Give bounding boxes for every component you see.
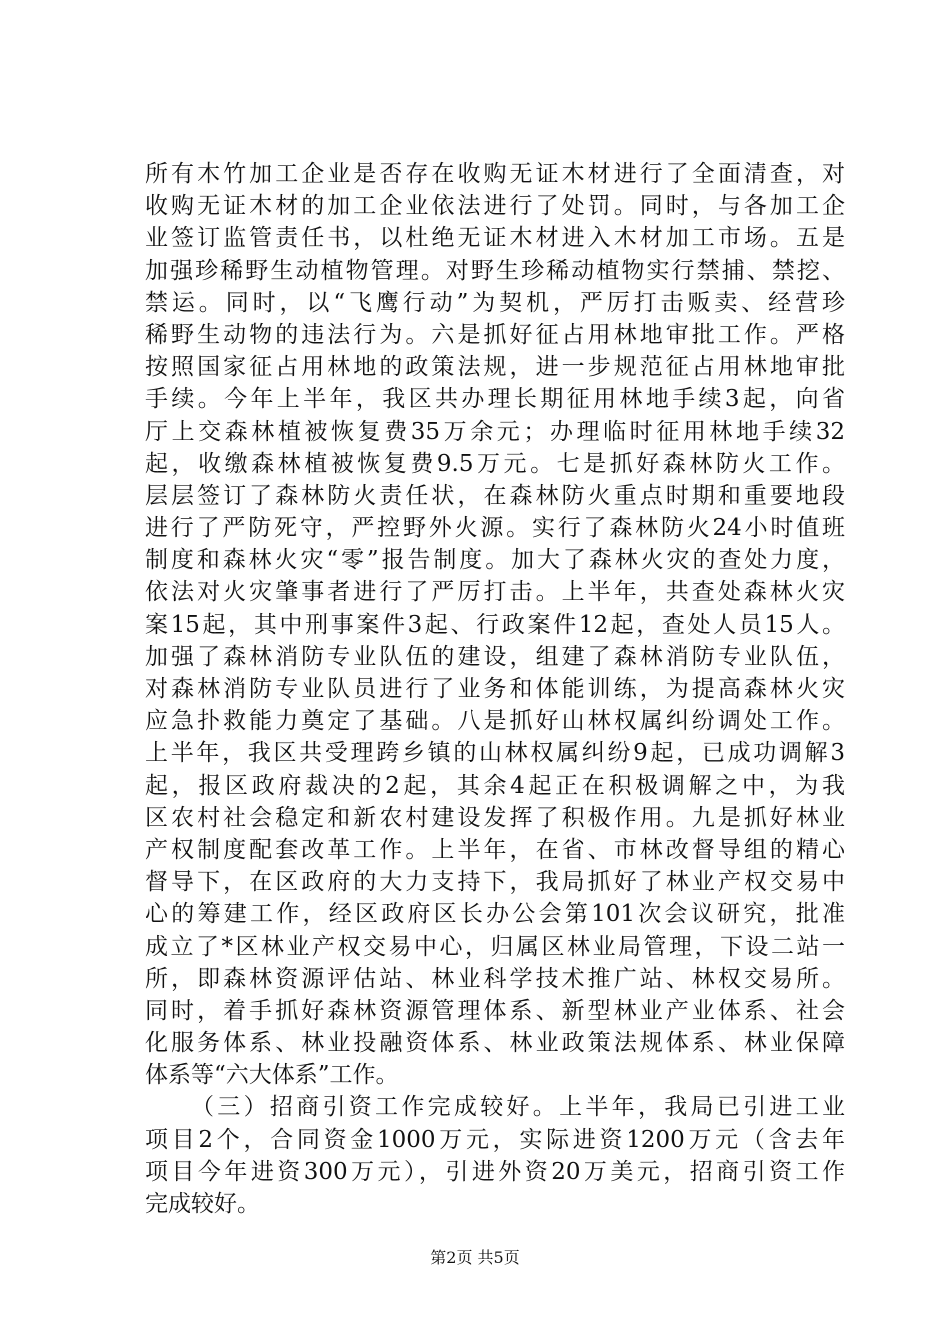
text-line: 收购无证木材的加工企业依法进行了处罚。同时，与各加工企 [145, 193, 845, 220]
text-line: 完成较好。 [145, 1191, 260, 1217]
body-text [145, 158, 845, 1220]
text-line: 加强珍稀野生动植物管理。对野生珍稀动植物实行禁捕、禁挖、 [145, 257, 845, 284]
text-line: 稀野生动物的违法行为。六是抓好征占用林地审批工作。严格 [145, 321, 845, 348]
text-line: 进行了严防死守，严控野外火源。实行了森林防火24小时值班 [145, 515, 845, 542]
text-line: 区农村社会稳定和新农村建设发挥了积极作用。九是抓好林业 [145, 804, 845, 831]
text-line: 应急扑救能力奠定了基础。八是抓好山林权属纠纷调处工作。 [145, 708, 845, 735]
text-line: 产权制度配套改革工作。上半年，在省、市林改督导组的精心 [145, 836, 845, 863]
text-line: 对森林消防专业队员进行了业务和体能训练，为提高森林火灾 [145, 676, 845, 702]
text-line: 起，收缴森林植被恢复费9.5万元。七是抓好森林防火工作。 [145, 450, 845, 477]
text-line: 项目2个，合同资金1000万元，实际进资1200万元（含去年 [145, 1126, 845, 1153]
text-line: 按照国家征占用林地的政策法规，进一步规范征占用林地审批 [145, 354, 845, 381]
text-line: 上半年，我区共受理跨乡镇的山林权属纠纷9起，已成功调解3 [145, 740, 845, 767]
text-line: 手续。今年上半年，我区共办理长期征用林地手续3起，向省 [145, 386, 845, 413]
text-line: 起，报区政府裁决的2起，其余4起正在积极调解之中，为我 [145, 772, 845, 799]
text-line: 制度和森林火灾“零”报告制度。加大了森林火灾的查处力度， [145, 547, 845, 574]
text-line: 所，即森林资源评估站、林业科学技术推广站、林权交易所。 [145, 965, 845, 992]
page-number-footer: 第2页 共5页 [430, 1248, 520, 1267]
text-line: 成立了*区林业产权交易中心，归属区林业局管理，下设二站一 [145, 933, 845, 960]
text-line: 层层签订了森林防火责任状，在森林防火重点时期和重要地段 [145, 482, 845, 509]
text-line: 加强了森林消防专业队伍的建设，组建了森林消防专业队伍， [145, 643, 845, 670]
text-line: 心的筹建工作，经区政府区长办公会第101次会议研究，批准 [145, 901, 845, 928]
text-line: 禁运。同时，以“飞鹰行动”为契机，严厉打击贩卖、经营珍 [145, 289, 845, 316]
text-line: 督导下，在区政府的大力支持下，我局抓好了林业产权交易中 [145, 869, 845, 896]
text-line: 化服务体系、林业投融资体系、林业政策法规体系、林业保障 [145, 1030, 845, 1057]
text-line: （三）招商引资工作完成较好。上半年，我局已引进工业 [191, 1094, 845, 1121]
text-line: 案15起，其中刑事案件3起、行政案件12起，查处人员15人。 [145, 611, 845, 638]
text-line: 项目今年进资300万元），引进外资20万美元，招商引资工作 [145, 1158, 845, 1185]
text-line: 所有木竹加工企业是否存在收购无证木材进行了全面清查，对 [145, 161, 845, 187]
text-line: 同时，着手抓好森林资源管理体系、新型林业产业体系、社会 [145, 997, 845, 1024]
text-line: 厅上交森林植被恢复费35万余元；办理临时征用林地手续32 [145, 418, 845, 445]
text-line: 依法对火灾肇事者进行了严厉打击。上半年，共查处森林火灾 [145, 579, 845, 606]
text-line: 体系等“六大体系”工作。 [145, 1062, 399, 1089]
text-line: 业签订监管责任书，以杜绝无证木材进入木材加工市场。五是 [145, 225, 845, 252]
